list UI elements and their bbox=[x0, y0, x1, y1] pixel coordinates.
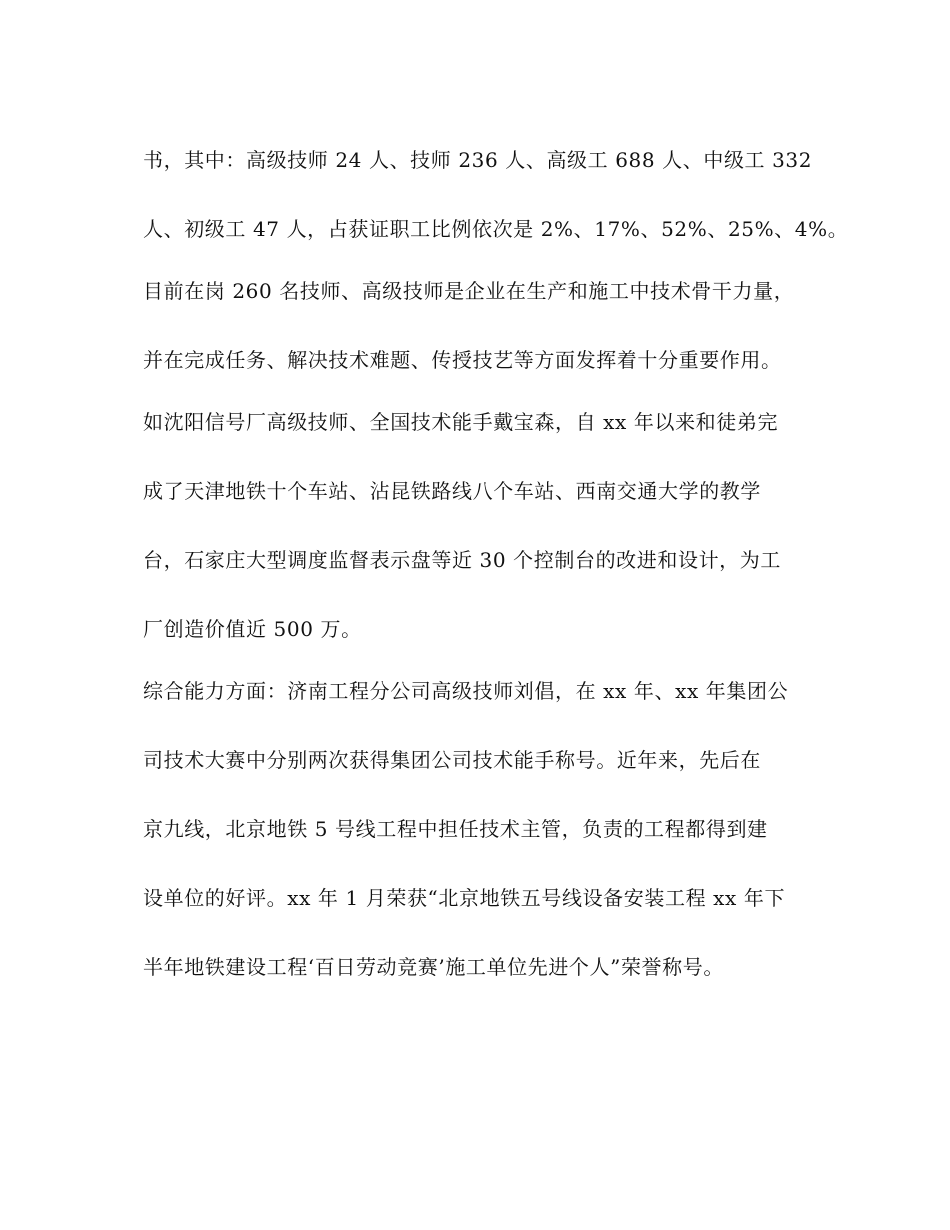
text-line-9: 综合能力方面：济南工程分公司高级技师刘倡，在 xx 年、xx 年集团公 bbox=[143, 679, 789, 703]
text-line-13: 半年地铁建设工程‘百日劳动竞赛’施工单位先进个人”荣誉称号。 bbox=[143, 955, 724, 979]
text-line-4: 并在完成任务、解决技术难题、传授技艺等方面发挥着十分重要作用。 bbox=[143, 348, 782, 372]
text-line-6: 成了天津地铁十个车站、沾昆铁路线八个车站、西南交通大学的教学 bbox=[143, 479, 761, 503]
text-line-10: 司技术大赛中分别两次获得集团公司技术能手称号。近年来，先后在 bbox=[143, 748, 761, 772]
text-line-2: 人、初级工 47 人，占获证职工比例依次是 2%、17%、52%、25%、4%。 bbox=[143, 217, 849, 241]
text-line-8: 厂创造价值近 500 万。 bbox=[143, 617, 362, 641]
text-line-3: 目前在岗 260 名技师、高级技师是企业在生产和施工中技术骨干力量， bbox=[143, 279, 795, 303]
text-line-5: 如沈阳信号厂高级技师、全国技术能手戴宝森，自 xx 年以来和徒弟完 bbox=[143, 410, 779, 434]
text-line-1: 书，其中：高级技师 24 人、技师 236 人、高级工 688 人、中级工 332 bbox=[143, 148, 813, 172]
text-line-7: 台，石家庄大型调度监督表示盘等近 30 个控制台的改进和设计，为工 bbox=[143, 548, 781, 572]
text-line-12: 设单位的好评。xx 年 1 月荣获“北京地铁五号线设备安装工程 xx 年下 bbox=[143, 886, 786, 910]
text-line-11: 京九线，北京地铁 5 号线工程中担任技术主管，负责的工程都得到建 bbox=[143, 817, 768, 841]
